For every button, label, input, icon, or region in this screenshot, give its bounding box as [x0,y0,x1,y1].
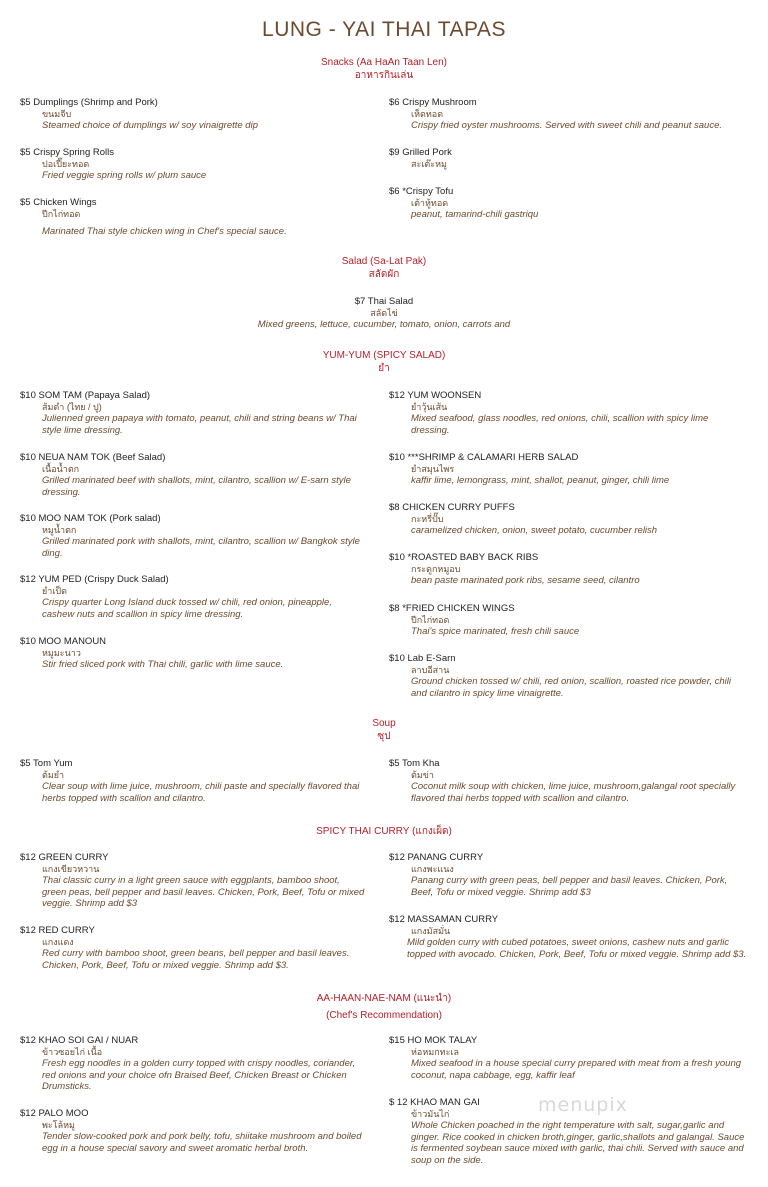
item-thai: แกงมัสมั่น [411,925,451,936]
menu-item-som-tam [20,390,365,436]
menu-item-tom-kha [389,758,749,804]
item-name: $10 MOO NAM TOK (Pork salad) [20,513,161,524]
section-salad [0,255,768,281]
section-snacks [0,56,768,82]
section-subtitle: (Chef's Recommendation) [326,1010,442,1021]
menu-item-curry-puffs [389,502,749,537]
section-chef-recommendation [0,992,768,1022]
item-thai: แกงพะแนง [411,863,454,874]
item-name: $5 Tom Yum [20,758,73,769]
item-name: $12 KHAO SOI GAI / NUAR [20,1035,139,1046]
item-thai: กะหรี่ปั๊บ [411,513,444,524]
item-thai: ปอเปี๊ยะทอด [42,158,90,169]
menu-title: LUNG - YAI THAI TAPAS [262,18,506,41]
item-name: $8 *FRIED CHICKEN WINGS [389,603,515,614]
section-name: Salad (Sa-Lat Pak) [341,256,427,267]
item-name: $5 Chicken Wings [20,197,97,208]
item-thai: หมูน้ำตก [42,524,77,535]
item-name: $12 GREEN CURRY [20,852,109,863]
item-desc: Ground chicken tossed w/ chili, red onion, scallion, roasted rice powder, chili and cilantro in spicy lime vinaigrette. [411,676,731,699]
section-name: AA-HAAN-NAE-NAM (แนะนำ) [316,993,452,1004]
menu-item-crispy-mushroom [389,97,749,132]
item-thai: ห่อหมกทะเล [411,1046,460,1057]
item-name: $12 YUM PED (Crispy Duck Salad) [20,574,169,585]
item-thai: ปีกไก่ทอด [411,614,450,625]
item-thai: ข้าวซอยไก่ เนื้อ [42,1046,103,1057]
item-thai: ส้มตำ (ไทย / ปู) [42,401,102,412]
item-desc: Crispy fried oyster mushrooms. Served with sweet chili and peanut sauce. [411,120,722,131]
item-thai: พะโล้หมู [42,1119,75,1130]
item-desc: Mixed greens, lettuce, cucumber, tomato, onion, carrots and [257,319,511,330]
item-desc: Fresh egg noodles in a golden curry topped with crispy noodles, coriander, red onions and your choice ofn Braised Beef, Chicken Breast or Chicken Drumsticks. [42,1058,356,1092]
item-name: $12 PALO MOO [20,1108,89,1119]
item-thai: เนื้อน้ำตก [42,463,80,474]
item-name: $10 Lab E-Sarn [389,653,456,664]
item-name: $10 ***SHRIMP & CALAMARI HERB SALAD [389,452,579,463]
item-name: $12 RED CURRY [20,925,95,936]
menu-item-khao-soi [20,1035,365,1093]
menu-item-ho-mok-talay [389,1035,749,1081]
menu-item-shrimp-calamari [389,452,749,487]
item-desc: Julienned green papaya with tomato, peanut, chili and string beans w/ Thai style lime dressing. [42,413,357,436]
item-thai: ข้าวมันไก่ [411,1108,450,1119]
menu-item-thai-salad [0,296,768,331]
item-desc: Whole Chicken poached in the right temperature with salt, sugar,garlic and ginger. Rice cooked in chicken broth,ginger, garlic,shallots and galangal. Sauce is fermented soybean sauce mixed with garlic, thai chili. Served with sauce and soup on the side. [411,1120,745,1166]
item-name: $9 Grilled Pork [389,147,452,158]
item-name: $15 HO MOK TALAY [389,1035,478,1046]
menu-item-palo-moo [20,1108,365,1154]
item-desc: bean paste marinated pork ribs, sesame seed, cilantro [411,575,640,586]
item-desc: Tender slow-cooked pork and pork belly, tofu, shiitake mushroom and boiled egg in a house special savory and sweet aromatic herbal broth. [42,1131,362,1154]
item-thai: หมูมะนาว [42,647,81,658]
item-name: $ 12 KHAO MAN GAI [389,1097,480,1108]
menu-item-crispy-tofu [389,186,749,221]
section-soup [0,717,768,743]
menu-item-tom-yum [20,758,365,804]
item-thai: ยำวุ้นเส้น [411,401,448,412]
item-desc: Mild golden curry with cubed potatoes, sweet onions, cashew nuts and garlic topped with avocado. Chicken, Pork, Beef, Tofu or mixed veggie. Shrimp add $3. [407,937,747,960]
item-desc: Grilled marinated beef with shallots, mint, cilantro, scallion w/ E-sarn style dressing. [42,475,351,498]
item-name: $12 YUM WOONSEN [389,390,482,401]
item-thai: สลัดไข่ [370,307,398,318]
menu-item-yum-ped [20,574,365,620]
item-name: $8 CHICKEN CURRY PUFFS [389,502,515,513]
menu-item-dumplings [20,97,365,132]
section-name: Soup [372,718,396,729]
section-name: SPICY THAI CURRY (แกงเผ็ด) [316,826,452,837]
menu-item-yum-woonsen [389,390,749,436]
item-desc: kaffir lime, lemongrass, mint, shallot, peanut, ginger, chili lime [411,475,670,486]
item-thai: ปีกไก่ทอด [42,208,81,219]
item-name: $6 Crispy Mushroom [389,97,477,108]
menu-item-moo-manoun [20,636,365,671]
item-desc: Thai classic curry in a light green sauce with eggplants, bamboo shoot, green peas, bell pepper and basil leaves. Chicken, Pork, Beef, Tofu or mixed veggie. Shrimp add $3 [42,875,365,909]
item-name: $10 SOM TAM (Papaya Salad) [20,390,151,401]
item-desc: Marinated Thai style chicken wing in Chef's special sauce. [42,226,287,237]
item-desc: Crispy quarter Long Island duck tossed w/ chili, red onion, pineapple, cashew nuts and scallion in spicy lime dressing. [42,597,332,620]
menu-item-baby-back-ribs [389,552,749,587]
menu-item-moo-nam-tok [20,513,365,559]
item-name: $12 PANANG CURRY [389,852,484,863]
item-desc: caramelized chicken, onion, sweet potato, cucumber relish [411,525,658,536]
item-desc: Fried veggie spring rolls w/ plum sauce [42,170,207,181]
item-name: $5 Dumplings (Shrimp and Pork) [20,97,158,108]
section-thai: ยำ [378,363,390,374]
item-thai: ต้มยำ [42,769,65,780]
section-curry [0,825,768,838]
section-thai: อาหารกินเล่น [354,70,414,81]
item-thai: ยำสมุนไพร [411,463,455,474]
section-thai: สลัดผัก [368,269,400,280]
item-thai: ลาบอีสาน [411,664,450,675]
menu-item-chicken-wings [20,197,365,238]
item-name: $6 *Crispy Tofu [389,186,454,197]
item-name: $5 Tom Kha [389,758,440,769]
menu-item-panang-curry [389,852,749,898]
menu-item-neua-nam-tok [20,452,365,498]
item-name: $10 NEUA NAM TOK (Beef Salad) [20,452,166,463]
item-desc: Thai's spice marinated, fresh chili sauce [411,626,580,637]
item-desc: Panang curry with green peas, bell pepper and basil leaves. Chicken, Pork, Beef, Tofu or mixed veggie. Shrimp add $3 [411,875,728,898]
watermark: menupix [538,1094,628,1116]
item-thai: แกงแดง [42,936,74,947]
item-name: $10 *ROASTED BABY BACK RIBS [389,552,539,563]
item-desc: Coconut milk soup with chicken, lime juice, mushroom,galangal root specially flavored thai herbs topped with scallion and cilantro. [411,781,736,804]
section-yum-yum [0,349,768,375]
section-name: YUM-YUM (SPICY SALAD) [322,350,446,361]
item-desc: peanut, tamarind-chili gastriqu [411,209,539,220]
menu-item-spring-rolls [20,147,365,182]
item-thai: ต้มข่า [411,769,434,780]
section-thai: ซุป [377,731,391,742]
menu-item-grilled-pork [389,147,749,170]
item-desc: Mixed seafood, glass noodles, red onions, chili, scallion with spicy lime dressing. [411,413,709,436]
menu-item-red-curry [20,925,365,971]
item-thai: เต้าหู้ทอด [411,197,449,208]
item-thai: ยำเป็ด [42,585,67,596]
item-desc: Red curry with bamboo shoot, green beans, bell pepper and basil leaves. Chicken, Pork, Beef, Tofu or mixed veggie. Shrimp add $3. [42,948,350,971]
item-desc: Clear soup with lime juice, mushroom, chili paste and specially flavored thai herbs topped with scallion and cilantro. [42,781,360,804]
item-thai: แกงเขียวหวาน [42,863,100,874]
section-name: Snacks (Aa HaAn Taan Len) [320,57,447,68]
item-desc: Stir fried sliced pork with Thai chili, garlic with lime sauce. [42,659,284,670]
item-thai: กระดูกหมูอบ [411,563,461,574]
menu-item-massaman-curry [389,914,749,960]
menu-item-green-curry [20,852,365,910]
item-desc: Mixed seafood in a house special curry prepared with meat from a fresh young coconut, napa cabbage, egg, kaffir leaf [411,1058,742,1081]
menu-item-fried-chicken-wings [389,603,749,638]
item-thai: ขนมจีบ [42,108,72,119]
item-name: $10 MOO MANOUN [20,636,107,647]
item-desc: Grilled marinated pork with shallots, mint, cilantro, scallion w/ Bangkok style ding. [42,536,360,559]
item-name: $5 Crispy Spring Rolls [20,147,114,158]
menu-item-lab-e-sarn [389,653,749,699]
item-name: $12 MASSAMAN CURRY [389,914,499,925]
item-name: $7 Thai Salad [354,296,414,307]
item-thai: สะเต๊ะหมู [411,158,447,169]
item-desc: Steamed choice of dumplings w/ soy vinaigrette dip [42,120,258,131]
item-thai: เห็ดทอด [411,108,444,119]
